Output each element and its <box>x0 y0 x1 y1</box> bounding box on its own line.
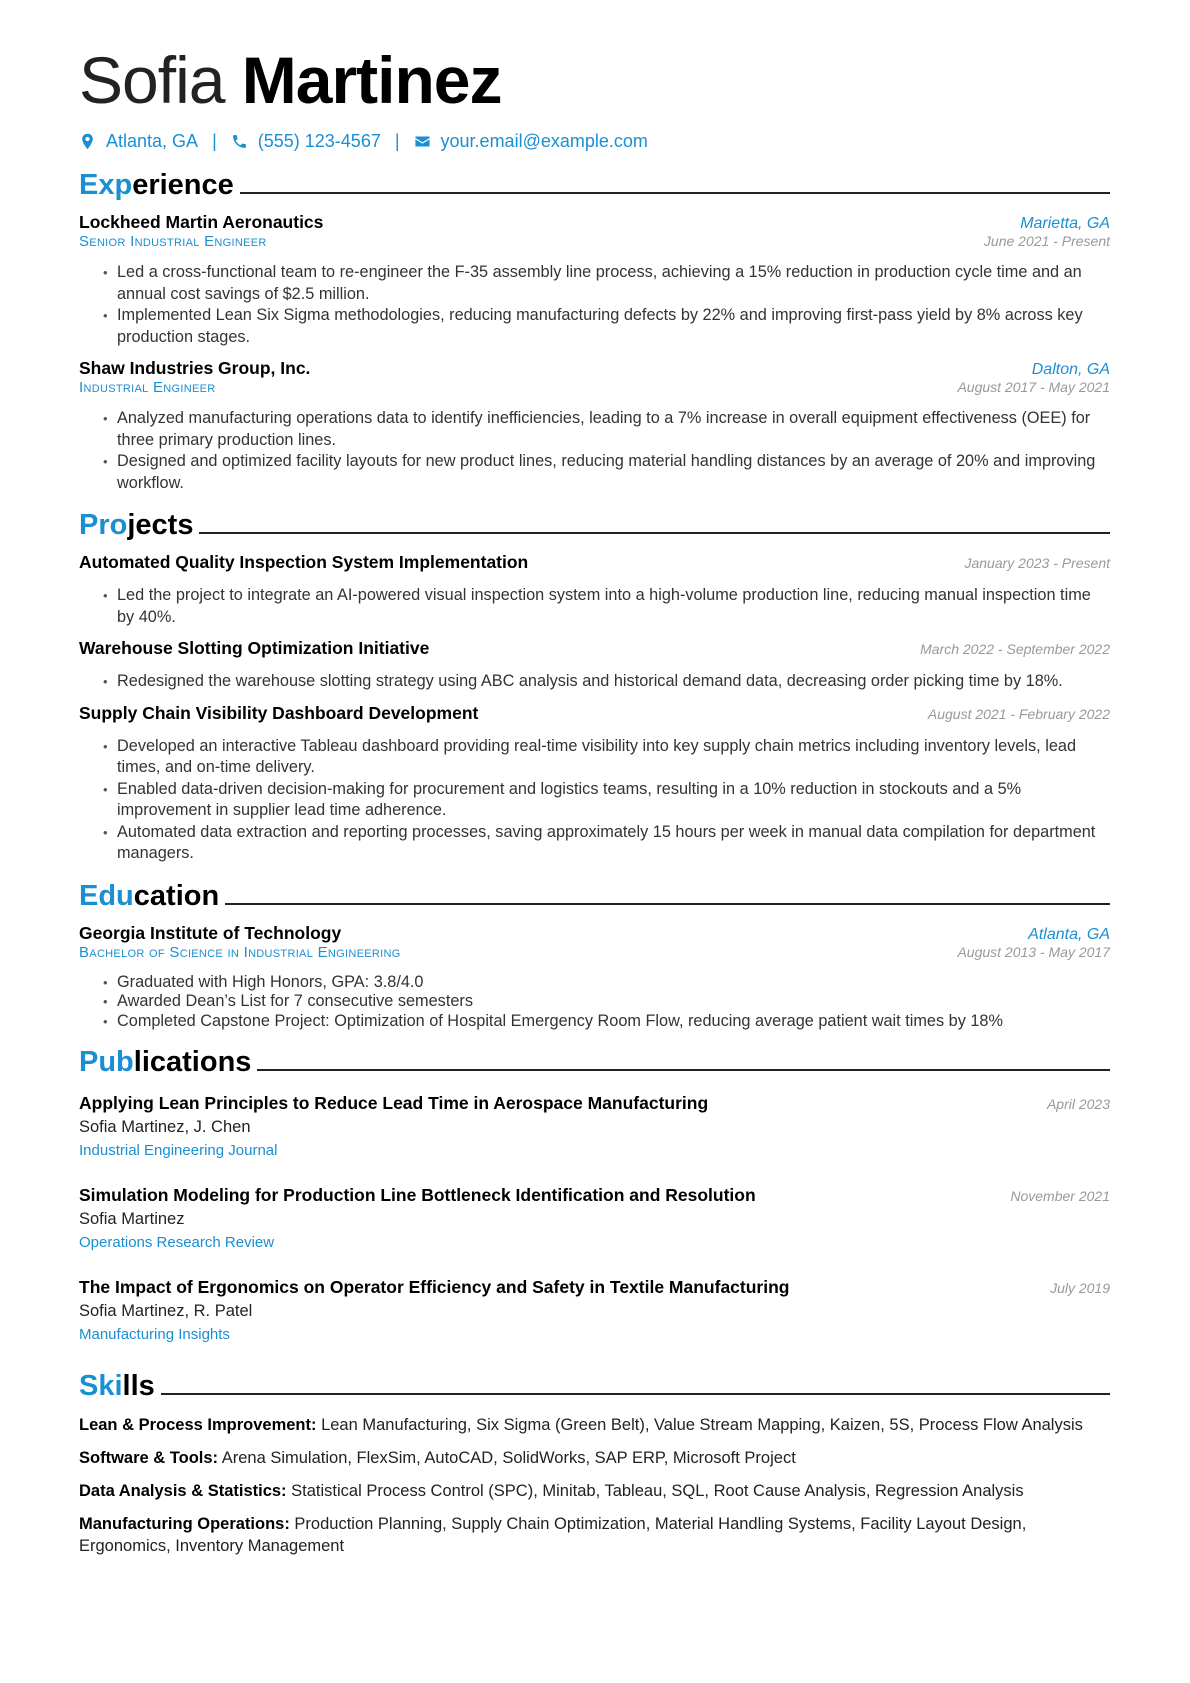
bullet: • Developed an interactive Tableau dashboard providing real-time visibility into key supply chain metrics including inventory levels, lead times, and on-time delivery. <box>103 736 1110 779</box>
separator: | <box>212 130 217 151</box>
location: Atlanta, GA <box>1028 925 1110 943</box>
candidate-name <box>79 40 1110 120</box>
last-name: Martinez <box>241 43 502 117</box>
publication-title: Simulation Modeling for Production Line Bottleneck Identification and Resolution <box>79 1185 756 1205</box>
project-title: Warehouse Slotting Optimization Initiative <box>79 638 430 658</box>
bullet: • Awarded Dean’s List for 7 consecutive semesters <box>103 992 1110 1012</box>
location: Atlanta, GA <box>106 130 199 151</box>
map-pin-icon <box>79 131 96 152</box>
section-projects <box>79 504 1110 542</box>
experience-entry <box>79 358 1110 494</box>
divider <box>225 903 1110 905</box>
bullet: • Analyzed manufacturing operations data to identify inefficiencies, leading to a 7% increase in overall equipment effectiveness (OEE) for three primary production lines. <box>103 408 1110 451</box>
date: November 2021 <box>1010 1188 1110 1204</box>
skill-category: Software & Tools: <box>79 1449 219 1467</box>
title-rest: lls <box>122 1370 155 1402</box>
title-highlight: Edu <box>79 879 134 912</box>
skill-row <box>79 1414 1110 1436</box>
company: Shaw Industries Group, Inc. <box>79 358 311 378</box>
publication-entry <box>79 1185 1110 1251</box>
title-highlight: Pro <box>79 509 128 541</box>
bullet: • Led a cross-functional team to re-engineer the F-35 assembly line process, achieving a 15% reduction in production cycle time and an annual cost savings of $2.5 million. <box>103 262 1110 305</box>
section-title <box>79 168 234 202</box>
resume <box>79 40 1110 1557</box>
journal: Industrial Engineering Journal <box>79 1142 278 1159</box>
contact-info <box>79 128 1110 154</box>
title-highlight: Pub <box>79 1046 134 1078</box>
skill-category: Lean & Process Improvement: <box>79 1416 317 1434</box>
publication-entry <box>79 1093 1110 1159</box>
divider <box>161 1393 1110 1395</box>
job-title: Senior Industrial Engineer <box>79 233 267 250</box>
experience-entry <box>79 212 1110 348</box>
skill-category: Manufacturing Operations: <box>79 1515 290 1533</box>
phone-icon <box>231 131 248 152</box>
section-education <box>79 875 1110 913</box>
first-name: Sofia <box>79 43 225 117</box>
envelope-icon <box>414 131 431 152</box>
skill-category: Data Analysis & Statistics: <box>79 1482 287 1500</box>
section-title <box>79 1369 155 1403</box>
divider <box>257 1069 1110 1071</box>
education-entry <box>79 923 1110 1032</box>
section-title <box>79 879 219 913</box>
authors: Sofia Martinez <box>79 1210 185 1228</box>
bullet: • Designed and optimized facility layouts for new product lines, reducing material handling distances by an average of 20% and improving workflow. <box>103 451 1110 494</box>
date: April 2023 <box>1046 1096 1110 1112</box>
phone[interactable]: (555) 123-4567 <box>257 130 381 151</box>
journal: Operations Research Review <box>79 1234 275 1251</box>
section-experience <box>79 164 1110 202</box>
date-range: August 2017 - May 2021 <box>957 379 1110 395</box>
school: Georgia Institute of Technology <box>79 922 342 943</box>
publication-title: The Impact of Ergonomics on Operator Efficiency and Safety in Textile Manufacturing <box>79 1277 790 1297</box>
skill-list: Lean Manufacturing, Six Sigma (Green Belt), Value Stream Mapping, Kaizen, 5S, Process Flow Analysis <box>316 1416 1083 1434</box>
skill-row <box>79 1513 1110 1557</box>
separator: | <box>394 130 400 151</box>
title-rest: erience <box>132 169 234 201</box>
location: Marietta, GA <box>1020 215 1110 232</box>
project-entry <box>79 638 1110 693</box>
project-title: Automated Quality Inspection System Implementation <box>79 552 529 572</box>
title-rest: jects <box>127 509 194 541</box>
skill-row <box>79 1447 1110 1469</box>
date: July 2019 <box>1050 1280 1110 1296</box>
skill-list: Production Planning, Supply Chain Optimization, Material Handling Systems, Facility Layout Design, Ergonomics, Inventory Management <box>79 1515 1027 1555</box>
section-title <box>79 508 193 542</box>
journal: Manufacturing Insights <box>79 1326 230 1343</box>
divider <box>199 532 1110 534</box>
skill-list: Arena Simulation, FlexSim, AutoCAD, SolidWorks, SAP ERP, Microsoft Project <box>218 1449 796 1467</box>
skill-row <box>79 1480 1110 1502</box>
project-entry <box>79 703 1110 865</box>
authors: Sofia Martinez, R. Patel <box>79 1302 253 1320</box>
date-range: January 2023 - Present <box>964 555 1110 571</box>
section-publications <box>79 1041 1110 1079</box>
bullet: • Graduated with High Honors, GPA: 3.8/4.0 <box>103 973 1110 993</box>
title-rest: lications <box>133 1046 252 1078</box>
bullet: • Enabled data-driven decision-making for procurement and logistics teams, resulting in a 10% reduction in stockouts and a 5% improvement in supplier lead time adherence. <box>103 779 1110 822</box>
title-rest: cation <box>133 879 220 912</box>
bullet: • Automated data extraction and reporting processes, saving approximately 15 hours per week in manual data compilation for department managers. <box>103 822 1110 865</box>
project-title: Supply Chain Visibility Dashboard Development <box>79 702 479 723</box>
bullet: • Led the project to integrate an AI-powered visual inspection system into a high-volume production line, reducing manual inspection time by 40%. <box>103 585 1110 628</box>
divider <box>240 192 1110 194</box>
email-link[interactable]: your.email@example.com <box>440 130 648 151</box>
title-highlight: Exp <box>79 169 133 201</box>
location: Dalton, GA <box>1031 361 1110 378</box>
publication-title: Applying Lean Principles to Reduce Lead Time in Aerospace Manufacturing <box>79 1093 709 1113</box>
section-skills <box>79 1365 1110 1403</box>
date-range: August 2021 - February 2022 <box>927 705 1110 722</box>
skill-list: Statistical Process Control (SPC), Minitab, Tableau, SQL, Root Cause Analysis, Regression Analysis <box>286 1482 1024 1500</box>
company: Lockheed Martin Aeronautics <box>79 212 324 232</box>
bullet: • Redesigned the warehouse slotting strategy using ABC analysis and historical demand data, decreasing order picking time by 18%. <box>103 671 1110 693</box>
degree: Bachelor of Science in Industrial Engineering <box>79 943 401 961</box>
publication-entry <box>79 1277 1110 1343</box>
job-title: Industrial Engineer <box>79 379 216 396</box>
section-title <box>79 1045 251 1079</box>
authors: Sofia Martinez, J. Chen <box>79 1118 251 1136</box>
date-range: March 2022 - September 2022 <box>920 641 1110 657</box>
date-range: August 2013 - May 2017 <box>957 943 1110 960</box>
date-range: June 2021 - Present <box>983 233 1110 249</box>
title-highlight: Ski <box>79 1370 123 1402</box>
bullet: • Implemented Lean Six Sigma methodologies, reducing manufacturing defects by 22% and improving first-pass yield by 8% across key production stages. <box>103 305 1110 348</box>
project-entry <box>79 552 1110 628</box>
bullet: • Completed Capstone Project: Optimization of Hospital Emergency Room Flow, reducing average patient wait times by 18% <box>103 1012 1110 1032</box>
